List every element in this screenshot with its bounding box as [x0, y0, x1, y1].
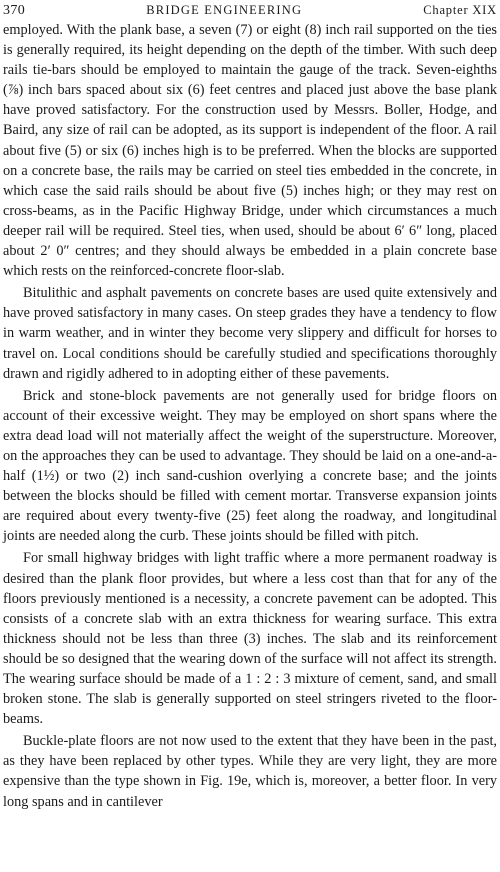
chapter-label: Chapter XIX — [423, 3, 497, 17]
paragraph-continued: employed. With the plank base, a seven (7) or eight (8) inch rail supported on the ties is generally required, its height depending on the depth of the timber. With such deep rails tie-bars should be employed to maintain the gauge of the track. Seven-eighths (⅞) inch bars spaced about six (6) feet centres and placed just above the base plank have proved satisfactory. For the construction used by Messrs. Boller, Hodge, and Baird, any size of rail can be adopted, as its support is independent of the floor. A rail about five (5) or six (6) inches high is to be preferred. When the blocks are supported on a concrete base, the rails may be carried on steel ties embedded in the concrete, in which case the said rails should be about five (5) inches high; or they may rest on cross-beams, as in the Pacific Highway Bridge, under which circumstances a much deeper rail will be required. Steel ties, when used, should be about 6′ 6″ long, placed about 2′ 0″ centres; and they should always be embedded in a plain concrete base which rests on the reinforced-concrete floor-slab. — [3, 22, 497, 280]
running-title: BRIDGE ENGINEERING — [146, 3, 303, 17]
paragraph-buckle-plate: Buckle-plate floors are not now used to the extent that they have been in the past, as they have been replaced by other types. While they are very light, they are more expensive than the type shown in Fig. 19e, which is, moreover, a better floor. In very long spans and in cantilever — [3, 733, 497, 810]
body-text — [3, 20, 497, 812]
paragraph-concrete-pavement: For small highway bridges with light traffic where a more permanent roadway is desired than the plank floor provides, but where a less cost than that for any of the floors previously mentioned is a necessity, a concrete pavement can be adopted. This consists of a concrete slab with an extra thickness for wearing surface. This extra thickness should not be less than three (3) inches. The slab and its reinforcement should be so designed that the wearing down of the surface will not affect its strength. The wearing surface should be made of a 1 : 2 : 3 mixture of cement, sand, and small broken stone. The slab is generally supported on steel stringers riveted to the floor-beams. — [3, 550, 497, 728]
running-header — [3, 2, 497, 20]
paragraph-bitulithic: Bitulithic and asphalt pavements on concrete bases are used quite extensively and have proved satisfactory in many cases. On steep grades they have a tendency to flow in warm weather, and in winter they become very slippery and difficult for horses to travel on. Local conditions should be carefully studied and specifications thoroughly drawn and rigidly adhered to in adopting either of these pavements. — [3, 285, 497, 382]
paragraph-brick-stone: Brick and stone-block pavements are not generally used for bridge floors on account of their excessive weight. They may be employed on short spans where the extra dead load will not materially affect the weight of the superstructure. Moreover, on the approaches they can be used to advantage. They should be laid on a one-and-a-half (1½) or two (2) inch sand-cushion overlying a concrete base; and the joints between the blocks should be filled with cement mortar. Transverse expansion joints are required about every twenty-five (25) feet along the roadway, and longitudinal joints are needed along the curb. These joints should be filled with pitch. — [3, 387, 497, 545]
page-number: 370 — [3, 3, 26, 18]
